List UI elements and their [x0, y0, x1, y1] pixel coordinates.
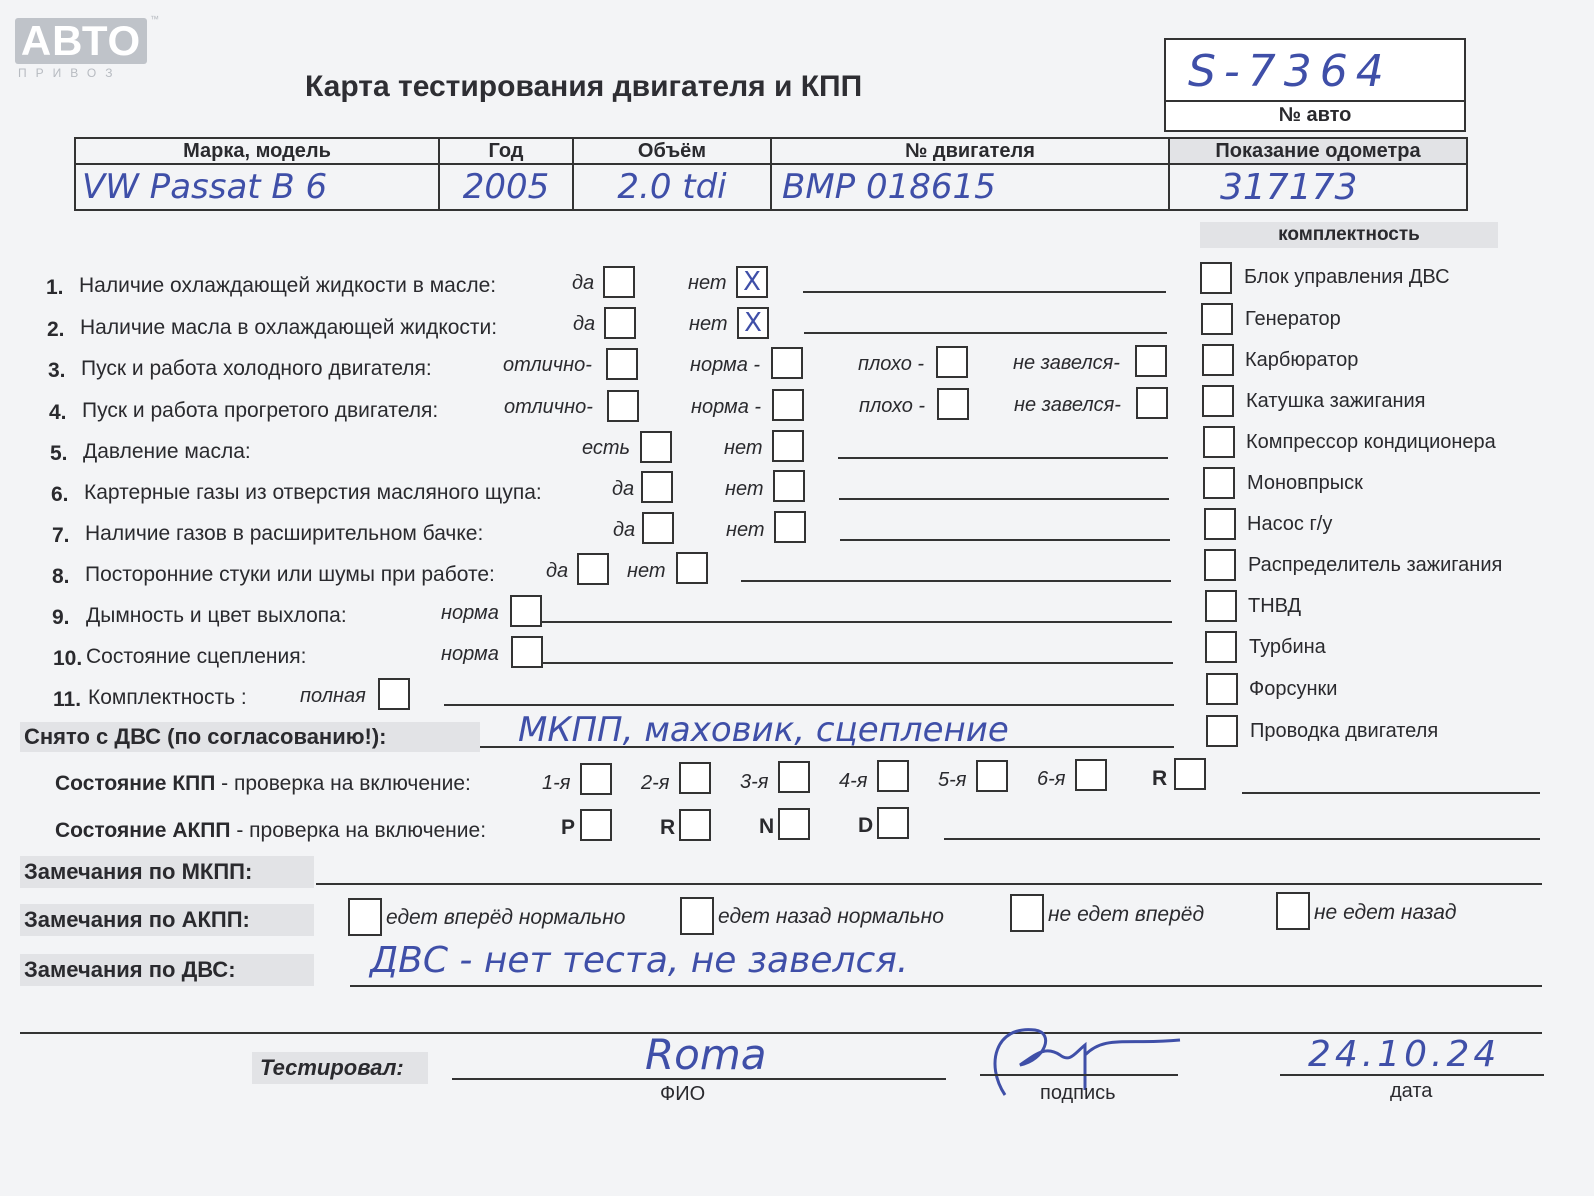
signature-caption: подпись	[1040, 1082, 1116, 1104]
option-checkbox[interactable]	[640, 431, 672, 463]
name-line	[452, 1078, 946, 1080]
kit-title: комплектность	[1200, 222, 1498, 248]
gear-checkbox[interactable]	[580, 763, 612, 795]
kit-checkbox[interactable]	[1201, 303, 1233, 335]
mkpp-remarks-label: Замечания по МКПП:	[20, 856, 314, 888]
question-number: 11.	[53, 688, 82, 711]
answer-line	[444, 704, 1174, 706]
akpp-remarks-label: Замечания по АКПП:	[20, 904, 314, 936]
option-label: норма	[441, 602, 499, 624]
question-text: Пуск и работа прогретого двигателя:	[82, 399, 439, 422]
gear-label: N	[759, 815, 775, 838]
akpp-remark-checkbox[interactable]	[1010, 894, 1044, 932]
value-volume: 2.0 tdi	[573, 164, 771, 210]
akpp-remark-checkbox[interactable]	[348, 898, 382, 936]
gear-checkbox[interactable]	[679, 809, 711, 841]
option-label: не завелся-	[1014, 394, 1121, 416]
answer-line	[741, 580, 1171, 582]
akpp-remark-label: едет назад нормально	[718, 905, 944, 928]
gear-label: 2-я	[641, 772, 670, 794]
gear-label: P	[561, 816, 576, 839]
option-label: отлично-	[504, 396, 593, 418]
option-checkbox[interactable]	[642, 512, 674, 544]
answer-line	[542, 621, 1172, 623]
question-text: Наличие масла в охлаждающей жидкости:	[80, 316, 498, 339]
kit-item-label: Проводка двигателя	[1250, 720, 1439, 742]
value-year: 2005	[439, 164, 573, 210]
option-label: да	[612, 478, 635, 500]
option-label: да	[573, 313, 596, 335]
car-number-box	[1164, 38, 1466, 132]
option-label: плохо -	[858, 353, 925, 375]
value-engine-no: BMP 018615	[771, 164, 1169, 210]
question-number: 1.	[46, 276, 64, 299]
question-text: Дымность и цвет выхлопа:	[86, 604, 347, 627]
answer-line	[350, 985, 1542, 987]
akpp-state-label: Состояние АКПП - проверка на включение:	[55, 819, 487, 842]
answer-line	[804, 332, 1167, 334]
option-label: отлично-	[503, 354, 592, 376]
option-checkbox[interactable]	[604, 307, 636, 339]
option-label: нет	[689, 313, 728, 335]
option-label: не завелся-	[1013, 352, 1120, 374]
logo-subtitle: ПРИВОЗ	[18, 66, 122, 80]
kit-item-label: Компрессор кондиционера	[1246, 431, 1496, 453]
gear-label: R	[660, 816, 676, 839]
option-checkbox[interactable]	[641, 471, 673, 503]
option-label: да	[572, 272, 595, 294]
value-odometer: 317173	[1169, 164, 1467, 210]
question-text: Посторонние стуки или шумы при работе:	[85, 563, 495, 586]
car-number-label: № авто	[1278, 104, 1352, 126]
option-checkbox[interactable]	[937, 388, 969, 420]
question-number: 2.	[47, 318, 65, 341]
answer-line	[1242, 792, 1540, 794]
header-col-engine-no: № двигателя	[771, 138, 1169, 164]
question-text: Пуск и работа холодного двигателя:	[81, 357, 432, 380]
option-label: норма	[441, 643, 499, 665]
option-label: полная	[300, 685, 366, 707]
header-col-volume: Объём	[573, 138, 771, 164]
question-text: Давление масла:	[83, 440, 251, 463]
option-label: нет	[627, 560, 666, 582]
option-checkbox[interactable]	[511, 636, 543, 668]
kit-checkbox[interactable]	[1205, 631, 1237, 663]
kit-checkbox[interactable]	[1204, 508, 1236, 540]
kit-checkbox[interactable]	[1205, 590, 1237, 622]
removed-label: Снято с ДВС (по согласованию!):	[20, 722, 480, 752]
option-checkbox[interactable]	[771, 347, 803, 379]
option-checkbox[interactable]	[577, 553, 609, 585]
kit-item-label: Турбина	[1249, 636, 1326, 658]
option-label: плохо -	[859, 395, 926, 417]
akpp-remark-label: не едет назад	[1314, 901, 1457, 924]
kit-item-label: Карбюратор	[1245, 349, 1359, 371]
kit-item-label: ТНВД	[1248, 595, 1302, 617]
gear-checkbox[interactable]	[877, 807, 909, 839]
question-number: 6.	[51, 483, 69, 506]
akpp-remark-label: не едет вперёд	[1048, 903, 1205, 926]
question-number: 7.	[52, 524, 70, 547]
kit-checkbox[interactable]	[1202, 385, 1234, 417]
value-model: VW Passat B 6	[75, 164, 439, 210]
kit-checkbox[interactable]	[1202, 344, 1234, 376]
kit-item-label: Блок управления ДВС	[1244, 266, 1450, 288]
gear-checkbox[interactable]	[580, 809, 612, 841]
option-checkbox[interactable]	[676, 552, 708, 584]
option-label: да	[613, 519, 636, 541]
logo: АВТО	[15, 18, 147, 64]
option-checkbox-checked[interactable]: X	[737, 307, 769, 339]
question-text: Картерные газы из отверстия масляного щупа:	[84, 481, 542, 504]
option-label: нет	[725, 478, 764, 500]
gear-label: 3-я	[740, 771, 769, 793]
header-table	[74, 137, 1468, 211]
option-checkbox[interactable]	[510, 595, 542, 627]
date-line	[1280, 1074, 1544, 1076]
option-label: норма -	[691, 396, 762, 418]
answer-line	[840, 539, 1170, 541]
question-number: 9.	[52, 606, 70, 629]
question-number: 4.	[49, 401, 67, 424]
tested-by-label: Тестировал:	[252, 1052, 428, 1084]
logo-trademark: ™	[150, 14, 159, 24]
option-label: норма -	[690, 354, 761, 376]
answer-line	[838, 457, 1168, 459]
gear-label: 6-я	[1037, 768, 1066, 790]
answer-line	[480, 746, 1174, 748]
gear-label: D	[858, 814, 874, 837]
kit-checkbox[interactable]	[1206, 673, 1238, 705]
question-text: Состояние сцепления:	[86, 645, 307, 668]
page-title: Карта тестирования двигателя и КПП	[305, 70, 863, 103]
answer-line	[803, 291, 1166, 293]
kit-item-label: Форсунки	[1249, 678, 1338, 700]
kit-checkbox[interactable]	[1203, 467, 1235, 499]
option-label: да	[546, 560, 569, 582]
answer-line	[316, 883, 1542, 885]
akpp-remark-label: едет вперёд нормально	[386, 906, 626, 929]
kit-item-label: Насос г/у	[1247, 513, 1333, 535]
answer-line	[944, 838, 1540, 840]
gear-checkbox[interactable]	[976, 760, 1008, 792]
mkpp-state-label: Состояние КПП - проверка на включение:	[55, 772, 471, 795]
kit-item-label: Генератор	[1245, 308, 1341, 330]
gear-label: 4-я	[839, 770, 868, 792]
kit-item-label: Распределитель зажигания	[1248, 554, 1503, 576]
header-col-model: Марка, модель	[75, 138, 439, 164]
option-label: есть	[582, 437, 631, 459]
question-number: 5.	[50, 442, 68, 465]
option-label: нет	[726, 519, 765, 541]
signature-line	[980, 1074, 1178, 1076]
dvs-remarks-value: ДВС - нет теста, не завелся.	[370, 940, 909, 981]
question-text: Комплектность :	[88, 686, 247, 709]
dvs-remarks-label: Замечания по ДВС:	[20, 954, 314, 986]
option-checkbox[interactable]	[773, 470, 805, 502]
option-checkbox[interactable]	[607, 390, 639, 422]
header-col-year: Год	[439, 138, 573, 164]
option-checkbox[interactable]	[378, 678, 410, 710]
gear-checkbox[interactable]	[1174, 758, 1206, 790]
answer-line	[839, 498, 1169, 500]
question-number: 10.	[53, 647, 83, 670]
option-label: нет	[688, 272, 727, 294]
kit-checkbox[interactable]	[1200, 262, 1232, 294]
question-number: 8.	[52, 565, 70, 588]
option-checkbox[interactable]	[606, 348, 638, 380]
question-text: Наличие газов в расширительном бачке:	[85, 522, 484, 545]
option-checkbox[interactable]	[603, 266, 635, 298]
option-checkbox-checked[interactable]: X	[736, 266, 768, 298]
answer-line	[543, 662, 1173, 664]
gear-checkbox[interactable]	[877, 760, 909, 792]
akpp-remark-checkbox[interactable]	[680, 897, 714, 935]
option-checkbox[interactable]	[936, 346, 968, 378]
gear-checkbox[interactable]	[778, 808, 810, 840]
option-checkbox[interactable]	[1136, 387, 1168, 419]
name-caption: ФИО	[660, 1083, 706, 1105]
test-date: 24.10.24	[1308, 1034, 1501, 1075]
kit-checkbox[interactable]	[1206, 715, 1238, 747]
option-checkbox[interactable]	[772, 389, 804, 421]
gear-label: 1-я	[542, 772, 571, 794]
kit-checkbox[interactable]	[1204, 549, 1236, 581]
car-number-value: S-7364	[1188, 46, 1392, 97]
gear-checkbox[interactable]	[778, 761, 810, 793]
header-col-odometer: Показание одометра	[1169, 138, 1467, 164]
gear-label: 5-я	[938, 769, 967, 791]
akpp-remark-checkbox[interactable]	[1276, 892, 1310, 930]
kit-checkbox[interactable]	[1203, 426, 1235, 458]
question-number: 3.	[48, 359, 66, 382]
option-label: нет	[724, 437, 763, 459]
gear-label: R	[1152, 767, 1168, 790]
kit-item-label: Моновпрыск	[1247, 472, 1363, 494]
gear-checkbox[interactable]	[1075, 759, 1107, 791]
tester-name: Roma	[645, 1030, 767, 1079]
question-text: Наличие охлаждающей жидкости в масле:	[79, 274, 497, 297]
kit-item-label: Катушка зажигания	[1246, 390, 1426, 412]
date-caption: дата	[1390, 1080, 1433, 1102]
removed-value: МКПП, маховик, сцепление	[518, 710, 1009, 750]
option-checkbox[interactable]	[1135, 345, 1167, 377]
option-checkbox[interactable]	[774, 511, 806, 543]
gear-checkbox[interactable]	[679, 762, 711, 794]
option-checkbox[interactable]	[772, 430, 804, 462]
